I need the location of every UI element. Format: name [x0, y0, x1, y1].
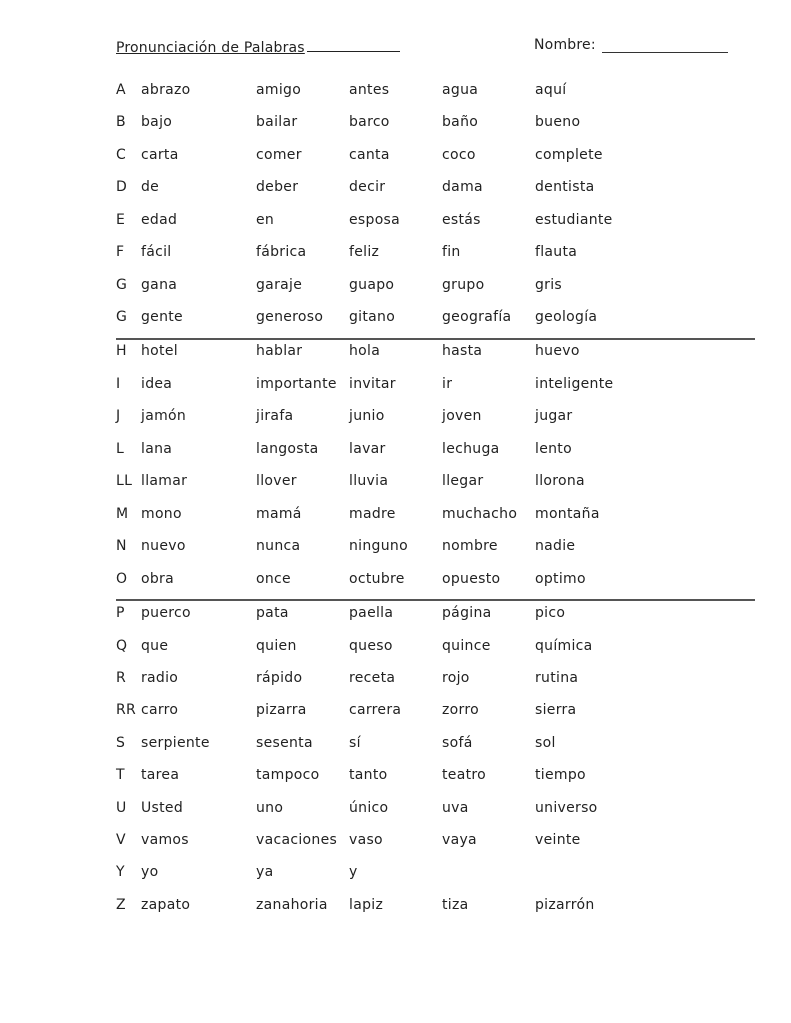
word-cell: bajo: [141, 114, 173, 130]
word-cell: lluvia: [349, 473, 389, 489]
word-cell: radio: [141, 670, 179, 686]
word-cell: vacaciones: [256, 832, 338, 848]
word-cell: carro: [141, 702, 179, 718]
row-letter: G: [116, 277, 128, 293]
word-cell: hasta: [442, 343, 483, 359]
row-letter: V: [116, 832, 126, 848]
row-letter: T: [116, 767, 125, 783]
row-letter: J: [116, 408, 121, 424]
word-cell: uva: [442, 800, 469, 816]
word-cell: fácil: [141, 244, 172, 260]
word-cell: universo: [535, 800, 598, 816]
row-letter: C: [116, 147, 127, 163]
word-cell: hablar: [256, 343, 303, 359]
word-cell: barco: [349, 114, 390, 130]
name-blank-line: [602, 52, 728, 53]
word-cell: carta: [141, 147, 179, 163]
row-letter: P: [116, 605, 125, 621]
word-cell: sesenta: [256, 735, 313, 751]
word-cell: geografía: [442, 309, 512, 325]
row-letter: LL: [116, 473, 133, 489]
row-letter: U: [116, 800, 127, 816]
word-cell: dentista: [535, 179, 595, 195]
word-cell: llorona: [535, 473, 585, 489]
word-cell: mono: [141, 506, 182, 522]
word-cell: obra: [141, 571, 174, 587]
row-letter: S: [116, 735, 126, 751]
row-letter: Z: [116, 897, 126, 913]
word-cell: junio: [349, 408, 385, 424]
word-cell: esposa: [349, 212, 401, 228]
word-cell: mamá: [256, 506, 302, 522]
word-cell: gris: [535, 277, 563, 293]
word-cell: de: [141, 179, 160, 195]
word-cell: dama: [442, 179, 483, 195]
word-cell: octubre: [349, 571, 405, 587]
word-cell: serpiente: [141, 735, 210, 751]
word-cell: zapato: [141, 897, 191, 913]
word-cell: coco: [442, 147, 476, 163]
word-cell: madre: [349, 506, 396, 522]
word-cell: puerco: [141, 605, 191, 621]
word-cell: edad: [141, 212, 178, 228]
word-cell: tarea: [141, 767, 180, 783]
word-cell: vaso: [349, 832, 383, 848]
row-letter: F: [116, 244, 125, 260]
section-divider-1: [116, 338, 755, 340]
word-cell: lechuga: [442, 441, 500, 457]
word-cell: joven: [442, 408, 482, 424]
word-cell: rojo: [442, 670, 470, 686]
word-cell: yo: [141, 864, 159, 880]
word-cell: único: [349, 800, 389, 816]
word-cell: grupo: [442, 277, 485, 293]
word-cell: invitar: [349, 376, 396, 392]
word-cell: comer: [256, 147, 302, 163]
row-letter: Y: [116, 864, 125, 880]
word-cell: Usted: [141, 800, 184, 816]
word-cell: rápido: [256, 670, 303, 686]
word-cell: llamar: [141, 473, 188, 489]
word-cell: tiza: [442, 897, 469, 913]
word-cell: hola: [349, 343, 381, 359]
row-letter: O: [116, 571, 128, 587]
word-cell: geología: [535, 309, 598, 325]
word-cell: tanto: [349, 767, 388, 783]
word-cell: fin: [442, 244, 461, 260]
word-cell: hotel: [141, 343, 178, 359]
word-cell: ninguno: [349, 538, 408, 554]
word-cell: zorro: [442, 702, 479, 718]
word-cell: complete: [535, 147, 603, 163]
row-letter: I: [116, 376, 121, 392]
word-cell: llegar: [442, 473, 484, 489]
word-cell: opuesto: [442, 571, 501, 587]
word-cell: estudiante: [535, 212, 613, 228]
word-cell: llover: [256, 473, 297, 489]
word-cell: sofá: [442, 735, 473, 751]
word-cell: gana: [141, 277, 178, 293]
word-cell: pata: [256, 605, 289, 621]
word-cell: pico: [535, 605, 566, 621]
word-cell: gitano: [349, 309, 396, 325]
row-letter: B: [116, 114, 126, 130]
word-cell: en: [256, 212, 275, 228]
word-cell: baño: [442, 114, 479, 130]
word-cell: once: [256, 571, 291, 587]
title-text: Pronunciación de Palabras: [116, 40, 305, 56]
word-cell: muchacho: [442, 506, 518, 522]
row-letter: H: [116, 343, 127, 359]
word-cell: rutina: [535, 670, 579, 686]
word-cell: sierra: [535, 702, 577, 718]
word-cell: antes: [349, 82, 390, 98]
word-cell: generoso: [256, 309, 324, 325]
word-cell: lento: [535, 441, 572, 457]
word-cell: nuevo: [141, 538, 186, 554]
word-cell: lapiz: [349, 897, 384, 913]
word-cell: montaña: [535, 506, 600, 522]
worksheet-header: [116, 37, 736, 57]
word-cell: abrazo: [141, 82, 191, 98]
row-letter: R: [116, 670, 127, 686]
title-blank-line: [307, 37, 400, 52]
row-letter: L: [116, 441, 125, 457]
section-divider-2: [116, 599, 755, 601]
word-cell: sol: [535, 735, 556, 751]
word-cell: lana: [141, 441, 173, 457]
word-cell: vamos: [141, 832, 189, 848]
row-letter: RR: [116, 702, 137, 718]
word-cell: veinte: [535, 832, 581, 848]
word-cell: química: [535, 638, 593, 654]
word-cell: quince: [442, 638, 491, 654]
word-cell: huevo: [535, 343, 580, 359]
word-cell: que: [141, 638, 169, 654]
word-cell: fábrica: [256, 244, 307, 260]
word-cell: aquí: [535, 82, 567, 98]
row-letter: D: [116, 179, 128, 195]
word-cell: nadie: [535, 538, 576, 554]
word-cell: tiempo: [535, 767, 586, 783]
word-cell: y: [349, 864, 358, 880]
word-cell: teatro: [442, 767, 486, 783]
word-cell: feliz: [349, 244, 380, 260]
word-cell: guapo: [349, 277, 395, 293]
word-cell: langosta: [256, 441, 319, 457]
word-cell: ir: [442, 376, 453, 392]
word-cell: jirafa: [256, 408, 294, 424]
word-cell: optimo: [535, 571, 586, 587]
word-cell: quien: [256, 638, 297, 654]
row-letter: E: [116, 212, 126, 228]
word-cell: receta: [349, 670, 396, 686]
word-cell: importante: [256, 376, 337, 392]
row-letter: A: [116, 82, 126, 98]
word-cell: idea: [141, 376, 173, 392]
word-cell: ya: [256, 864, 274, 880]
word-cell: página: [442, 605, 492, 621]
row-letter: G: [116, 309, 128, 325]
word-cell: bailar: [256, 114, 298, 130]
word-cell: canta: [349, 147, 390, 163]
word-cell: paella: [349, 605, 394, 621]
word-cell: tampoco: [256, 767, 320, 783]
word-cell: pizarra: [256, 702, 307, 718]
word-cell: amigo: [256, 82, 302, 98]
word-cell: garaje: [256, 277, 303, 293]
word-cell: decir: [349, 179, 386, 195]
row-letter: N: [116, 538, 127, 554]
word-cell: inteligente: [535, 376, 614, 392]
word-cell: lavar: [349, 441, 386, 457]
word-cell: estás: [442, 212, 481, 228]
word-cell: bueno: [535, 114, 581, 130]
word-cell: zanahoria: [256, 897, 328, 913]
name-label: Nombre:: [534, 37, 596, 53]
word-cell: nombre: [442, 538, 498, 554]
word-cell: uno: [256, 800, 284, 816]
word-cell: nunca: [256, 538, 301, 554]
worksheet-title: [116, 37, 400, 56]
word-cell: agua: [442, 82, 479, 98]
row-letter: M: [116, 506, 129, 522]
word-cell: jamón: [141, 408, 187, 424]
word-cell: queso: [349, 638, 393, 654]
word-cell: carrera: [349, 702, 402, 718]
word-cell: flauta: [535, 244, 578, 260]
row-letter: Q: [116, 638, 128, 654]
word-cell: gente: [141, 309, 183, 325]
word-cell: jugar: [535, 408, 573, 424]
word-cell: pizarrón: [535, 897, 595, 913]
word-cell: sí: [349, 735, 361, 751]
word-cell: deber: [256, 179, 299, 195]
word-cell: vaya: [442, 832, 477, 848]
